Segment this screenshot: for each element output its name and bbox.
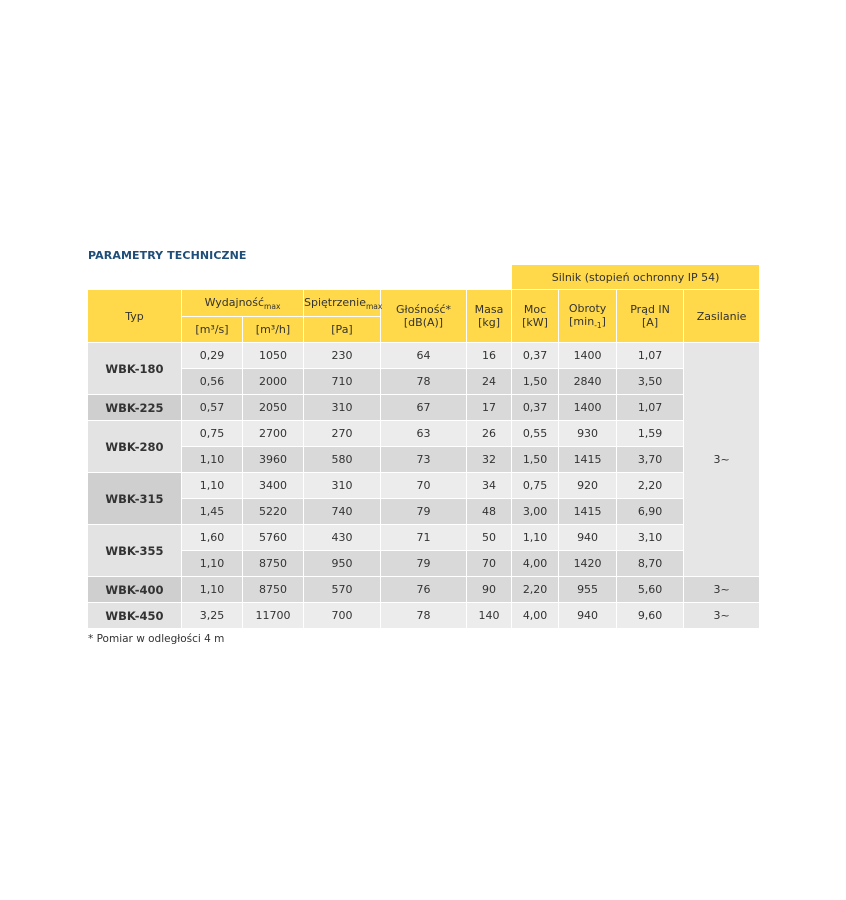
value-cell: 940: [559, 525, 617, 551]
value-cell: 70: [467, 551, 512, 577]
value-cell: 16: [467, 343, 512, 369]
value-cell: 1,10: [512, 525, 559, 551]
value-cell: 0,75: [512, 473, 559, 499]
value-cell: 26: [467, 421, 512, 447]
value-cell: 79: [381, 499, 467, 525]
table-row: [88, 447, 760, 473]
value-cell: 0,57: [182, 395, 243, 421]
value-cell: 0,37: [512, 343, 559, 369]
value-cell: 2050: [243, 395, 304, 421]
value-cell: 3960: [243, 447, 304, 473]
value-cell: 1400: [559, 395, 617, 421]
value-cell: 1,59: [617, 421, 684, 447]
value-cell: 79: [381, 551, 467, 577]
footnote: * Pomiar w odległości 4 m: [88, 633, 225, 645]
value-cell: 270: [304, 421, 381, 447]
specs-table: [87, 264, 760, 629]
value-cell: 1,07: [617, 395, 684, 421]
value-cell: 78: [381, 369, 467, 395]
unit-pa: [Pa]: [304, 317, 381, 343]
value-cell: 3400: [243, 473, 304, 499]
value-cell: 0,75: [182, 421, 243, 447]
value-cell: 9,60: [617, 603, 684, 629]
value-cell: 48: [467, 499, 512, 525]
value-cell: 1,10: [182, 473, 243, 499]
value-cell: 32: [467, 447, 512, 473]
section-title: PARAMETRY TECHNICZNE: [88, 249, 247, 262]
value-cell: 4,00: [512, 551, 559, 577]
value-cell: 63: [381, 421, 467, 447]
value-cell: 17: [467, 395, 512, 421]
value-cell: 140: [467, 603, 512, 629]
table-row: [88, 577, 760, 603]
value-cell: 34: [467, 473, 512, 499]
value-cell: 2,20: [512, 577, 559, 603]
value-cell: 8750: [243, 551, 304, 577]
zasilanie-cell: 3~: [684, 577, 760, 603]
value-cell: 920: [559, 473, 617, 499]
value-cell: 1,50: [512, 447, 559, 473]
value-cell: 8750: [243, 577, 304, 603]
col-glosnosc: Głośność* [dB(A)]: [381, 290, 467, 343]
value-cell: 24: [467, 369, 512, 395]
value-cell: 71: [381, 525, 467, 551]
value-cell: 1,10: [182, 577, 243, 603]
table-row: [88, 395, 760, 421]
value-cell: 700: [304, 603, 381, 629]
motor-header: Silnik (stopień ochronny IP 54): [512, 265, 760, 290]
value-cell: 3,25: [182, 603, 243, 629]
col-moc: Moc [kW]: [512, 290, 559, 343]
value-cell: 8,70: [617, 551, 684, 577]
value-cell: 76: [381, 577, 467, 603]
value-cell: 3,70: [617, 447, 684, 473]
value-cell: 0,29: [182, 343, 243, 369]
unit-m3h: [m³/h]: [243, 317, 304, 343]
value-cell: 230: [304, 343, 381, 369]
value-cell: 6,90: [617, 499, 684, 525]
value-cell: 50: [467, 525, 512, 551]
value-cell: 1400: [559, 343, 617, 369]
value-cell: 1050: [243, 343, 304, 369]
value-cell: 950: [304, 551, 381, 577]
value-cell: 3,50: [617, 369, 684, 395]
value-cell: 2000: [243, 369, 304, 395]
value-cell: 90: [467, 577, 512, 603]
type-cell: WBK-400: [88, 577, 182, 603]
value-cell: 1,07: [617, 343, 684, 369]
value-cell: 1,10: [182, 551, 243, 577]
unit-m3s: [m³/s]: [182, 317, 243, 343]
table-row: [88, 369, 760, 395]
value-cell: 1,60: [182, 525, 243, 551]
value-cell: 310: [304, 473, 381, 499]
value-cell: 2840: [559, 369, 617, 395]
table-row: [88, 473, 760, 499]
value-cell: 430: [304, 525, 381, 551]
value-cell: 4,00: [512, 603, 559, 629]
value-cell: 570: [304, 577, 381, 603]
value-cell: 1420: [559, 551, 617, 577]
value-cell: 1415: [559, 499, 617, 525]
table-row: [88, 551, 760, 577]
value-cell: 70: [381, 473, 467, 499]
header-row-motor: [88, 265, 760, 290]
value-cell: 1415: [559, 447, 617, 473]
table-row: [88, 525, 760, 551]
col-prad: Prąd IN [A]: [617, 290, 684, 343]
value-cell: 930: [559, 421, 617, 447]
type-cell: WBK-225: [88, 395, 182, 421]
type-cell: WBK-315: [88, 473, 182, 525]
value-cell: 64: [381, 343, 467, 369]
col-zasilanie: Zasilanie: [684, 290, 760, 343]
zasilanie-cell: 3~: [684, 603, 760, 629]
value-cell: 3,10: [617, 525, 684, 551]
value-cell: 740: [304, 499, 381, 525]
table-row: [88, 343, 760, 369]
type-cell: WBK-280: [88, 421, 182, 473]
value-cell: 955: [559, 577, 617, 603]
value-cell: 2,20: [617, 473, 684, 499]
value-cell: 940: [559, 603, 617, 629]
value-cell: 67: [381, 395, 467, 421]
value-cell: 1,45: [182, 499, 243, 525]
value-cell: 1,10: [182, 447, 243, 473]
value-cell: 73: [381, 447, 467, 473]
value-cell: 0,37: [512, 395, 559, 421]
value-cell: 3,00: [512, 499, 559, 525]
table-row: [88, 603, 760, 629]
table-row: [88, 421, 760, 447]
value-cell: 0,55: [512, 421, 559, 447]
col-masa: Masa [kg]: [467, 290, 512, 343]
col-typ: Typ: [88, 290, 182, 343]
value-cell: 5,60: [617, 577, 684, 603]
value-cell: 580: [304, 447, 381, 473]
value-cell: 78: [381, 603, 467, 629]
value-cell: 710: [304, 369, 381, 395]
col-spietrzenie: Spiętrzenie$_{max}$: [304, 290, 381, 317]
value-cell: 5220: [243, 499, 304, 525]
value-cell: 11700: [243, 603, 304, 629]
value-cell: 2700: [243, 421, 304, 447]
table-row: [88, 499, 760, 525]
col-obroty: Obroty $[\min_{-1}]$: [559, 290, 617, 343]
type-cell: WBK-355: [88, 525, 182, 577]
value-cell: 310: [304, 395, 381, 421]
header-row-main: [88, 290, 760, 317]
value-cell: 5760: [243, 525, 304, 551]
type-cell: WBK-180: [88, 343, 182, 395]
value-cell: 0,56: [182, 369, 243, 395]
zasilanie-cell: 3~: [684, 343, 760, 577]
col-wydajnosc: Wydajność$_{max}$: [182, 290, 304, 317]
type-cell: WBK-450: [88, 603, 182, 629]
value-cell: 1,50: [512, 369, 559, 395]
